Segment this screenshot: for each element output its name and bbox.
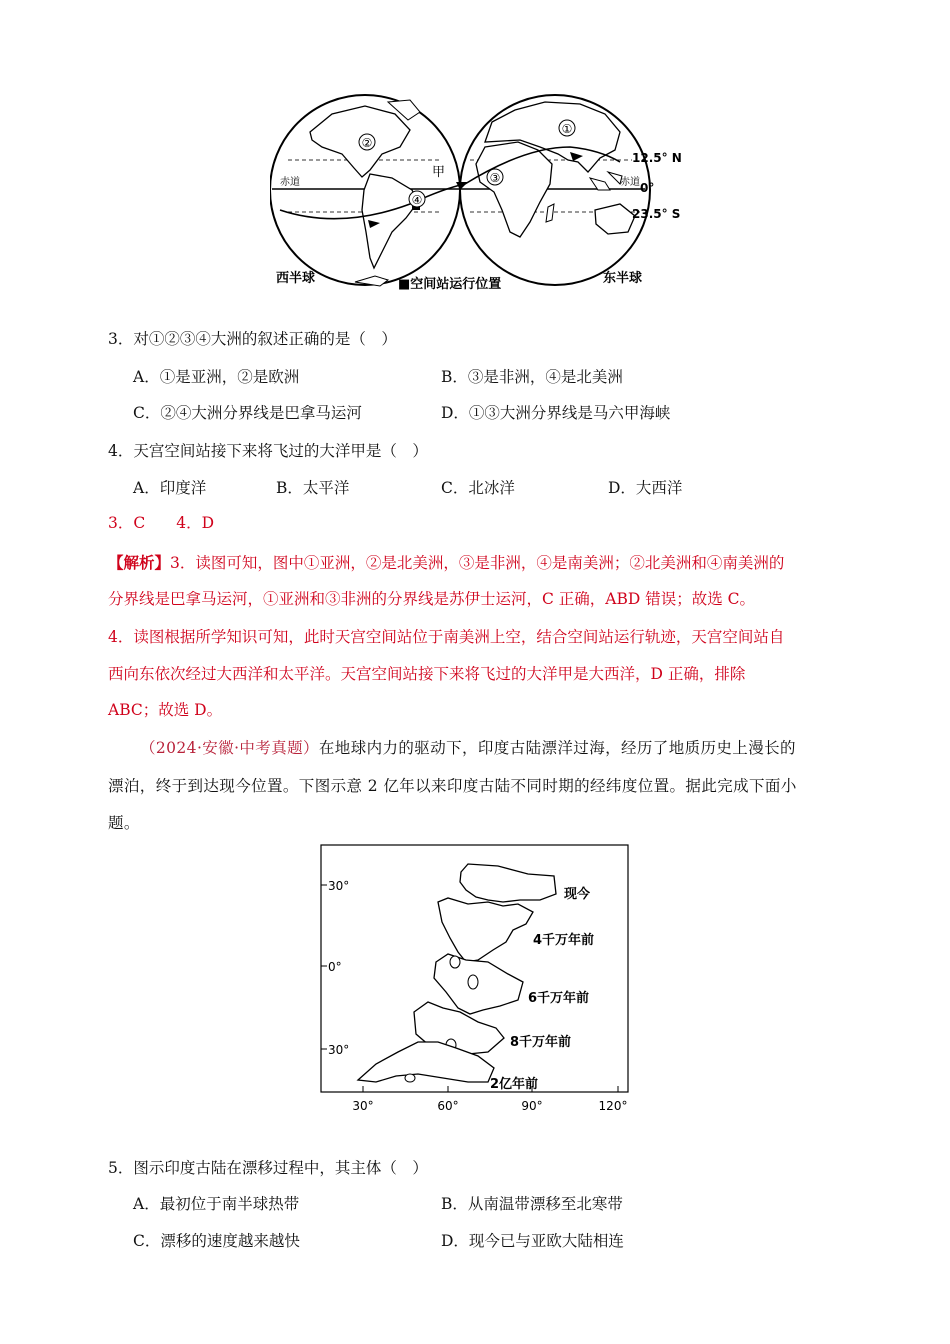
q5-option-d: D．现今已与亚欧大陆相连 (441, 1232, 624, 1250)
y-tick-0: 0° (328, 960, 342, 974)
analysis-line-5: ABC；故选 D。 (108, 701, 223, 719)
period-40ma: 4千万年前 (533, 933, 595, 948)
label-4: ④ (411, 193, 423, 207)
equator-label: 赤道 (280, 177, 300, 188)
analysis-line-2: 分界线是巴拿马运河，①亚洲和③非洲的分界线是苏伊士运河，C 正确，ABD 错误；故选 C。 (108, 590, 756, 608)
q5-option-a: A．最初位于南半球热带 (133, 1195, 300, 1213)
lat-south-label: 23.5° S (632, 207, 681, 221)
q4-option-c: C．北冰洋 (441, 479, 515, 497)
q3-option-c: C．②④大洲分界线是巴拿马运河 (133, 404, 362, 422)
period-80ma: 8千万年前 (510, 1035, 572, 1050)
india-drift-map (318, 842, 638, 1132)
label-1: ① (561, 122, 573, 136)
q3-option-b: B．③是非洲，④是北美洲 (441, 368, 623, 386)
ocean-jia-label: 甲 (432, 165, 446, 180)
lat-zero-label: 0° (640, 181, 655, 195)
q3-option-d: D．①③大洲分界线是马六甲海峡 (441, 404, 671, 422)
y-tick-30s: 30° (328, 1043, 350, 1057)
analysis-tag: 【解析】 (108, 553, 171, 572)
period-200ma: 2亿年前 (490, 1077, 539, 1092)
q5-stem: 5．图示印度古陆在漂移过程中，其主体（ ） (108, 1159, 428, 1177)
passage-line-1 (140, 737, 796, 759)
y-tick-30n: 30° (328, 879, 350, 893)
analysis-line-3: 4．读图根据所学知识可知，此时天宫空间站位于南美洲上空，结合空间站运行轨迹，天宫空间站自 (108, 628, 785, 646)
label-2: ② (361, 136, 373, 150)
x-tick-30: 30° (352, 1099, 374, 1113)
label-3: ③ (489, 171, 501, 185)
legend-label: ■空间站运行位置 (398, 277, 502, 292)
passage-line-3: 题。 (108, 814, 140, 832)
q4-stem: 4．天宫空间站接下来将飞过的大洋甲是（ ） (108, 442, 428, 460)
q3-stem: 3．对①②③④大洲的叙述正确的是（ ） (108, 330, 397, 348)
x-tick-120: 120° (598, 1099, 628, 1113)
passage-source: （2024·安徽·中考真题） (140, 739, 319, 757)
equator-label-east: 赤道 (620, 177, 640, 188)
eastern-hemisphere-label: 东半球 (603, 271, 643, 286)
western-hemisphere-label: 西半球 (276, 271, 316, 286)
analysis-line-4: 西向东依次经过大西洋和太平洋。天宫空间站接下来将飞过的大洋甲是大西洋，D 正确，排除 (108, 665, 746, 683)
period-60ma: 6千万年前 (528, 991, 590, 1006)
hemisphere-map (270, 92, 690, 302)
q4-option-d: D．大西洋 (608, 479, 683, 497)
analysis-line-1 (108, 552, 784, 574)
x-tick-90: 90° (521, 1099, 543, 1113)
lat-north-label: 12.5° N (632, 151, 682, 165)
x-tick-60: 60° (437, 1099, 459, 1113)
q5-option-b: B．从南温带漂移至北寒带 (441, 1195, 623, 1213)
analysis-text-1: 3．读图可知，图中①亚洲，②是北美洲，③是非洲，④是南美洲；②北美洲和④南美洲的 (170, 554, 785, 572)
period-present: 现今 (564, 887, 591, 902)
passage-text-1: 在地球内力的驱动下，印度古陆漂洋过海，经历了地质历史上漫长的 (318, 739, 796, 757)
answers: 3．C 4．D (108, 514, 215, 532)
q3-option-a: A．①是亚洲，②是欧洲 (133, 368, 300, 386)
passage-line-2: 漂泊，终于到达现今位置。下图示意 2 亿年以来印度古陆不同时期的经纬度位置。据此完成下面小 (108, 777, 797, 795)
q4-option-a: A．印度洋 (133, 479, 207, 497)
q5-option-c: C．漂移的速度越来越快 (133, 1232, 300, 1250)
q4-option-b: B．太平洋 (276, 479, 350, 497)
